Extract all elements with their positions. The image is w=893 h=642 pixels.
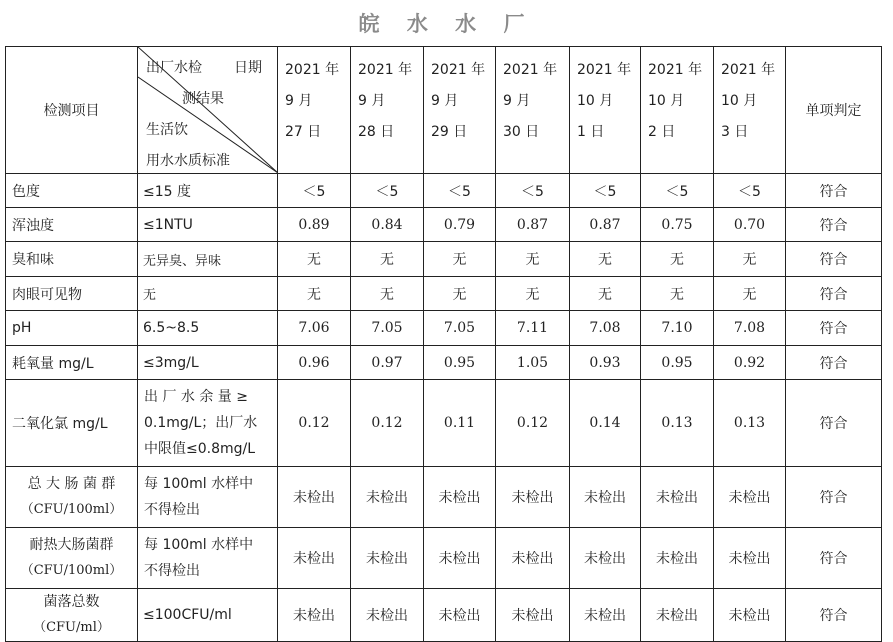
value-cell: 无	[351, 277, 424, 311]
diag-top-label: 出厂水检	[146, 60, 202, 76]
item-cell: 肉眼可见物	[6, 277, 138, 311]
header-diagonal-cell	[138, 47, 278, 174]
item-cell: pH	[6, 311, 138, 346]
value-cell: 0.12	[351, 380, 424, 467]
value-cell: 7.05	[424, 311, 496, 346]
value-cell: 无	[641, 277, 714, 311]
value-cell: ＜5	[641, 174, 714, 208]
item-cell: 菌落总数 （CFU/ml）	[6, 589, 138, 642]
value-cell: 0.75	[641, 208, 714, 242]
judge-cell: 符合	[786, 380, 882, 467]
table-row	[6, 346, 882, 380]
diag-std-label-1: 生活饮	[146, 122, 188, 138]
date-col-2: 2021 年 9 月 29 日	[424, 47, 496, 174]
value-cell: 未检出	[714, 528, 786, 589]
date-col-0: 2021 年 9 月 27 日	[278, 47, 351, 174]
value-cell: ＜5	[424, 174, 496, 208]
value-cell: 无	[424, 277, 496, 311]
value-cell: 未检出	[424, 467, 496, 528]
value-cell: 0.95	[424, 346, 496, 380]
value-cell: 7.08	[570, 311, 641, 346]
item-cell: 总 大 肠 菌 群 （CFU/100ml）	[6, 467, 138, 528]
value-cell: 0.12	[278, 380, 351, 467]
page-title: 皖 水 水 厂	[358, 12, 535, 36]
value-cell: ＜5	[496, 174, 570, 208]
standard-cell: 无异臭、异味	[138, 242, 278, 277]
value-cell: 无	[278, 277, 351, 311]
standard-cell: 无	[138, 277, 278, 311]
value-cell: 0.97	[351, 346, 424, 380]
value-cell: 0.14	[570, 380, 641, 467]
value-cell: 未检出	[424, 589, 496, 642]
value-cell: ＜5	[278, 174, 351, 208]
judge-cell: 符合	[786, 589, 882, 642]
judge-cell: 符合	[786, 277, 882, 311]
judge-cell: 符合	[786, 467, 882, 528]
standard-cell: 每 100ml 水样中 不得检出	[138, 528, 278, 589]
diag-mid-label: 测结果	[182, 91, 224, 107]
value-cell: ＜5	[351, 174, 424, 208]
value-cell: 未检出	[641, 528, 714, 589]
judge-cell: 符合	[786, 311, 882, 346]
value-cell: 0.93	[570, 346, 641, 380]
value-cell: 0.84	[351, 208, 424, 242]
standard-cell: ≤15 度	[138, 174, 278, 208]
value-cell: 无	[641, 242, 714, 277]
table-row	[6, 174, 882, 208]
value-cell: ＜5	[714, 174, 786, 208]
value-cell: 未检出	[570, 589, 641, 642]
value-cell: 0.96	[278, 346, 351, 380]
date-col-4: 2021 年 10 月 1 日	[570, 47, 641, 174]
value-cell: 未检出	[351, 528, 424, 589]
value-cell: ＜5	[570, 174, 641, 208]
value-cell: 无	[496, 242, 570, 277]
value-cell: 0.79	[424, 208, 496, 242]
judge-cell: 符合	[786, 174, 882, 208]
value-cell: 未检出	[278, 589, 351, 642]
value-cell: 未检出	[496, 528, 570, 589]
value-cell: 7.11	[496, 311, 570, 346]
value-cell: 未检出	[714, 589, 786, 642]
water-quality-table	[5, 46, 882, 642]
value-cell: 0.92	[714, 346, 786, 380]
table-row	[6, 277, 882, 311]
item-cell: 色度	[6, 174, 138, 208]
value-cell: 0.89	[278, 208, 351, 242]
value-cell: 0.11	[424, 380, 496, 467]
value-cell: 未检出	[570, 467, 641, 528]
value-cell: 1.05	[496, 346, 570, 380]
value-cell: 0.87	[570, 208, 641, 242]
table-row	[6, 208, 882, 242]
value-cell: 无	[496, 277, 570, 311]
table-row	[6, 242, 882, 277]
value-cell: 未检出	[641, 467, 714, 528]
header-item: 检测项目	[6, 47, 138, 174]
judge-cell: 符合	[786, 528, 882, 589]
table-row	[6, 380, 882, 467]
value-cell: 无	[424, 242, 496, 277]
item-cell: 浑浊度	[6, 208, 138, 242]
value-cell: 无	[351, 242, 424, 277]
value-cell: 0.12	[496, 380, 570, 467]
diag-std-label-2: 用水水质标准	[146, 153, 230, 169]
table-row	[6, 528, 882, 589]
date-col-3: 2021 年 9 月 30 日	[496, 47, 570, 174]
standard-cell: ≤1NTU	[138, 208, 278, 242]
standard-cell: 每 100ml 水样中 不得检出	[138, 467, 278, 528]
value-cell: 无	[714, 277, 786, 311]
judge-cell: 符合	[786, 208, 882, 242]
value-cell: 未检出	[351, 589, 424, 642]
value-cell: 7.08	[714, 311, 786, 346]
value-cell: 7.10	[641, 311, 714, 346]
value-cell: 未检出	[496, 589, 570, 642]
value-cell: 未检出	[351, 467, 424, 528]
value-cell: 未检出	[424, 528, 496, 589]
value-cell: 未检出	[496, 467, 570, 528]
value-cell: 7.06	[278, 311, 351, 346]
value-cell: 未检出	[278, 528, 351, 589]
value-cell: 未检出	[570, 528, 641, 589]
value-cell: 未检出	[278, 467, 351, 528]
value-cell: 7.05	[351, 311, 424, 346]
date-col-5: 2021 年 10 月 2 日	[641, 47, 714, 174]
diag-date-label: 日期	[234, 60, 262, 76]
date-col-1: 2021 年 9 月 28 日	[351, 47, 424, 174]
item-cell: 耐热大肠菌群 （CFU/100ml）	[6, 528, 138, 589]
item-cell: 臭和味	[6, 242, 138, 277]
item-cell: 耗氧量 mg/L	[6, 346, 138, 380]
value-cell: 0.87	[496, 208, 570, 242]
header-row	[6, 47, 882, 174]
value-cell: 无	[278, 242, 351, 277]
standard-cell: 出 厂 水 余 量 ≥ 0.1mg/L；出厂水 中限值≤0.8mg/L	[138, 380, 278, 467]
value-cell: 未检出	[714, 467, 786, 528]
value-cell: 0.70	[714, 208, 786, 242]
value-cell: 0.13	[714, 380, 786, 467]
standard-cell: 6.5~8.5	[138, 311, 278, 346]
judge-cell: 符合	[786, 346, 882, 380]
header-judge: 单项判定	[786, 47, 882, 174]
table-row	[6, 311, 882, 346]
value-cell: 0.95	[641, 346, 714, 380]
value-cell: 无	[714, 242, 786, 277]
item-cell: 二氧化氯 mg/L	[6, 380, 138, 467]
value-cell: 无	[570, 277, 641, 311]
value-cell: 0.13	[641, 380, 714, 467]
standard-cell: ≤100CFU/ml	[138, 589, 278, 642]
value-cell: 无	[570, 242, 641, 277]
judge-cell: 符合	[786, 242, 882, 277]
standard-cell: ≤3mg/L	[138, 346, 278, 380]
table-row	[6, 467, 882, 528]
date-col-6: 2021 年 10 月 3 日	[714, 47, 786, 174]
value-cell: 未检出	[641, 589, 714, 642]
